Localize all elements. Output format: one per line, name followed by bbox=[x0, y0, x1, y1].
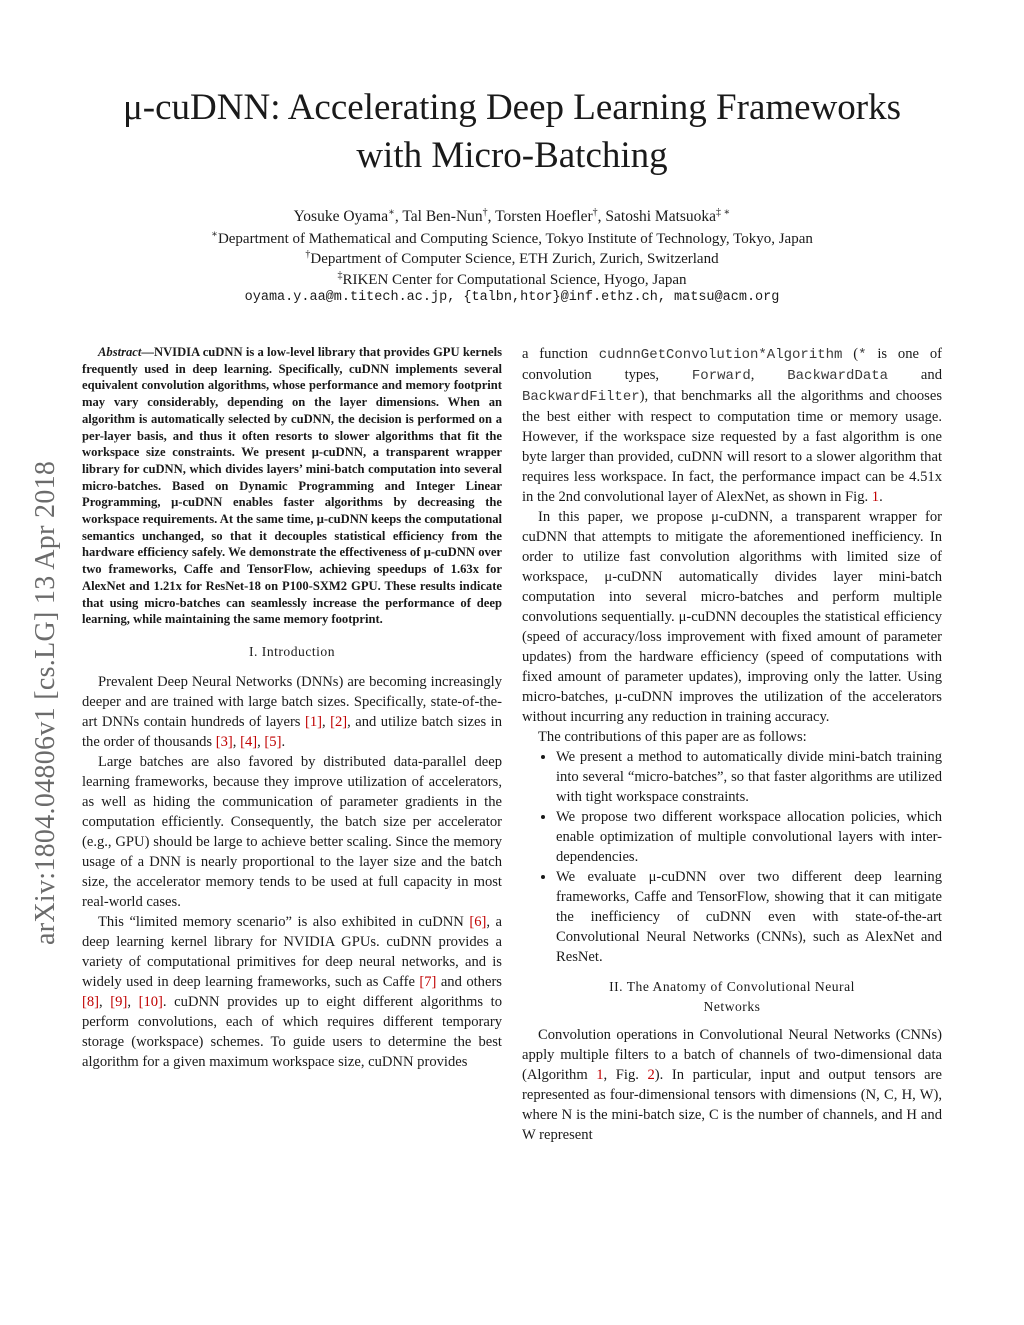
list-item: • We evaluate μ-cuDNN over two different deep learning frameworks, Caffe and TensorFlow, showing that it can mitigate the inefficiency of cuDNN even with state-of-the-art Convolutional Neural Networks (CNNs), such as AlexNet and ResNet. bbox=[556, 867, 942, 967]
author-mark: † bbox=[592, 207, 598, 218]
abstract bbox=[82, 344, 502, 628]
author-emails[interactable]: oyama.y.aa@m.titech.ac.jp, {talbn,htor}@inf.ethz.ch, matsu@acm.org bbox=[244, 290, 780, 305]
contribution-list bbox=[522, 747, 942, 967]
citation-link[interactable]: [1] bbox=[304, 713, 322, 730]
abstract-label: Abstract bbox=[98, 345, 142, 359]
author-mark: ∗ bbox=[388, 207, 395, 218]
right-column bbox=[522, 344, 942, 1145]
author-name: Satoshi Matsuoka bbox=[605, 208, 717, 226]
author-mark: † bbox=[482, 207, 488, 218]
citation-link[interactable]: [6] bbox=[469, 913, 487, 930]
intro-paragraph-6: The contributions of this paper are as follows: bbox=[538, 729, 807, 745]
paper-title bbox=[40, 84, 984, 180]
intro-paragraph-1: Prevalent Deep Neural Networks (DNNs) are becoming increasingly deeper and are trained with large batch sizes. Specifically, state-of-the-art DNNs contain hundreds of layers [1], [2], and utilize batch sizes in the order of thousands [3], [4], [5]. bbox=[82, 673, 502, 750]
affiliation-mark: ‡ bbox=[337, 270, 343, 281]
section-heading-2: II. The Anatomy of Convolutional Neural Networks bbox=[609, 979, 855, 1014]
citation-link[interactable]: [3] bbox=[215, 733, 233, 750]
affiliation-mark: ∗ bbox=[211, 229, 218, 240]
intro-paragraph-5: In this paper, we propose μ-cuDNN, a transparent wrapper for cuDNN that attempts to mitigate the aforementioned inefficiency. In order to utilize fast convolution algorithms with limited size of workspace, μ-cuDNN automatically divides layer mini-batch computation into several micro-batches and perform multiple convolutions sequentially. μ-cuDNN decouples the statistical efficiency (speed of accuracy/loss improvement with fixed amount of parameter updates) from the hardware efficiency (speed of computations with fixed amount of parameter updates), improving only the latter. Using micro-batches, μ-cuDNN improves the utilization of the accelerators without incurring any reduction in training accuracy. bbox=[522, 509, 942, 725]
affiliation-mark: † bbox=[305, 249, 311, 260]
code-token: Forward bbox=[691, 368, 751, 384]
citation-link[interactable]: [7] bbox=[419, 973, 437, 990]
citation-link[interactable]: [10] bbox=[138, 993, 163, 1010]
abstract-text: —NVIDIA cuDNN is a low-level library that provides GPU kernels frequently used in deep learning. Specifically, cuDNN implements several equivalent convolution algorithms, whose performance and memory footprint may vary considerably, depending on the layer dimensions. When an algorithm is automatically selected by cuDNN, the decision is performed on a per-layer basis, and thus it often resorts to slower algorithms that fit the workspace size constraints. We present μ-cuDNN, a transparent wrapper library for cuDNN, which divides layers’ mini-batch computation into several micro-batches. Based on Dynamic Programming and Integer Linear Programming, μ-cuDNN enables faster algorithms by decreasing the workspace requirements. At the same time, μ-cuDNN keeps the computational semantics unchanged, so that it decouples statistical efficiency from the hardware efficiency safely. We demonstrate the effectiveness of μ-cuDNN over two frameworks, Caffe and TensorFlow, achieving speedups of 1.63x for AlexNet and 1.21x for ResNet-18 on P100-SXM2 GPU. These results indicate that using micro-batches can seamlessly increase the performance of deep learning, while maintaining the same memory footprint. bbox=[82, 345, 502, 627]
author-name: Torsten Hoefler bbox=[495, 208, 593, 226]
algorithm-link[interactable]: 1 bbox=[596, 1067, 604, 1083]
citation-link[interactable]: [2] bbox=[330, 713, 348, 730]
title-line-2: with Micro-Batching bbox=[356, 135, 668, 176]
citation-link[interactable]: [4] bbox=[240, 733, 258, 750]
code-token: * bbox=[858, 347, 867, 363]
author-name: Yosuke Oyama bbox=[293, 208, 389, 226]
title-line-1: μ-cuDNN: Accelerating Deep Learning Frameworks bbox=[122, 87, 902, 128]
section2-paragraph-1: Convolution operations in Convolutional Neural Networks (CNNs) apply multiple filters to a batch of channels of two-dimensional data (Algorithm 1, Fig. 2). In particular, input and output tensors are represented as four-dimensional tensors with dimensions (N, C, H, W), where N is the mini-batch size, C is the number of channels, and H and W represent bbox=[522, 1027, 942, 1143]
figure-link[interactable]: 1 bbox=[871, 489, 880, 505]
citation-link[interactable]: [9] bbox=[110, 993, 128, 1010]
author-name: Tal Ben-Nun bbox=[402, 208, 483, 226]
affiliation-text: Department of Computer Science, ETH Zurich, Zurich, Switzerland bbox=[310, 251, 719, 267]
author-list: Yosuke Oyama∗, Tal Ben-Nun†, Torsten Hoefler†, Satoshi Matsuoka‡ ∗ bbox=[293, 207, 731, 226]
section-heading: I. Introduction bbox=[248, 643, 336, 659]
arxiv-stamp[interactable]: arXiv:1804.04806v1 [cs.LG] 13 Apr 2018 bbox=[30, 460, 61, 945]
affiliation-text: Department of Mathematical and Computing Science, Tokyo Institute of Technology, Tokyo, Japan bbox=[217, 231, 813, 247]
list-item: • We present a method to automatically divide mini-batch training into several “micro-batches”, so that faster algorithms are utilized with tight workspace constraints. bbox=[556, 747, 942, 807]
author-mark: ‡ ∗ bbox=[716, 207, 731, 218]
code-token: BackwardFilter bbox=[522, 389, 640, 405]
left-column bbox=[82, 344, 502, 1072]
affiliation-text: RIKEN Center for Computational Science, Hyogo, Japan bbox=[342, 272, 687, 288]
list-item: • We propose two different workspace allocation policies, which enable optimization of multiple convolutional layers with inter-dependencies. bbox=[556, 807, 942, 867]
code-token: cudnnGetConvolution*Algorithm bbox=[598, 347, 843, 363]
intro-paragraph-2: Large batches are also favored by distributed data-parallel deep learning frameworks, because they improve utilization of accelerators, as well as hiding the communication of parameter gradients in the computation efficiently. Consequently, the batch size per accelerator (e.g., GPU) should be large to achieve better scaling. Since the memory usage of a DNN is nearly proportional to the layer size and the batch size, the accelerator memory tends to be used at full capacity in most real-world cases. bbox=[82, 753, 502, 910]
intro-paragraph-3: This “limited memory scenario” is also exhibited in cuDNN [6], a deep learning kernel library for NVIDIA GPUs. cuDNN provides a variety of computational primitives for deep neural networks, and is widely used in deep learning frameworks, such as Caffe [7] and others [8], [9], [10]. cuDNN provides up to eight different algorithms to perform convolutions, each of which requires different temporary storage (workspace) schemes. To guide users to determine the best algorithm for a given maximum workspace size, cuDNN provides bbox=[82, 913, 503, 1070]
code-token: BackwardData bbox=[787, 368, 889, 384]
citation-link[interactable]: [5] bbox=[264, 733, 282, 750]
intro-paragraph-4: a function cudnnGetConvolution*Algorithm (* is one of convolution types, Forward, BackwardData and BackwardFilter), that benchmarks all the algorithms and chooses the best either with respect to computation time or memory usage. However, if the workspace size requested by a fast algorithm is one byte larger than provided, cuDNN will resort to a slower algorithm that requires less workspace. In fact, the performance impact can be 4.51x in the 2nd convolutional layer of AlexNet, as shown in Fig. 1. bbox=[522, 346, 942, 505]
affiliation bbox=[40, 266, 984, 290]
figure-link[interactable]: 2 bbox=[647, 1067, 655, 1083]
citation-link[interactable]: [8] bbox=[82, 993, 100, 1010]
